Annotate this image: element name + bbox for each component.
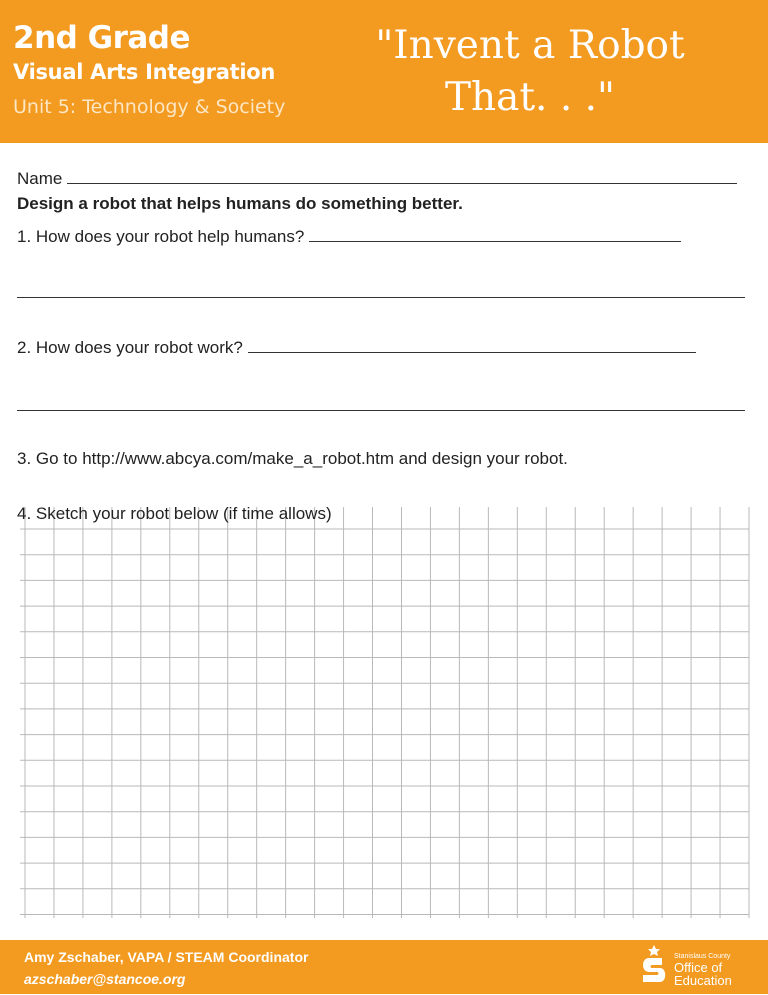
title-line-1: "Invent a Robot: [375, 23, 685, 68]
logo-office-text: Office of Education: [674, 960, 732, 988]
unit-label: Unit 5: Technology & Society: [13, 96, 286, 118]
footer-bar: [0, 940, 768, 994]
question-3: 3. Go to http://www.abcya.com/make_a_robot.htm and design your robot.: [17, 449, 568, 468]
title-line-2: That. . .": [445, 75, 615, 120]
question-2: 2. How does your robot work?: [17, 338, 243, 357]
subject-heading: Visual Arts Integration: [13, 60, 275, 84]
design-prompt: Design a robot that helps humans do something better.: [17, 194, 463, 213]
logo-county-text: Stanislaus County: [674, 953, 731, 960]
name-label: Name: [17, 169, 63, 188]
grade-heading: 2nd Grade: [13, 20, 190, 56]
question-4: 4. Sketch your robot below (if time allows): [17, 504, 332, 523]
logo-mark-icon: [640, 944, 670, 990]
question-1: 1. How does your robot help humans?: [17, 227, 305, 246]
author-email[interactable]: azschaber@stancoe.org: [24, 971, 186, 987]
author-name: Amy Zschaber, VAPA / STEAM Coordinator: [24, 949, 309, 965]
office-of-education-logo: [640, 944, 760, 992]
